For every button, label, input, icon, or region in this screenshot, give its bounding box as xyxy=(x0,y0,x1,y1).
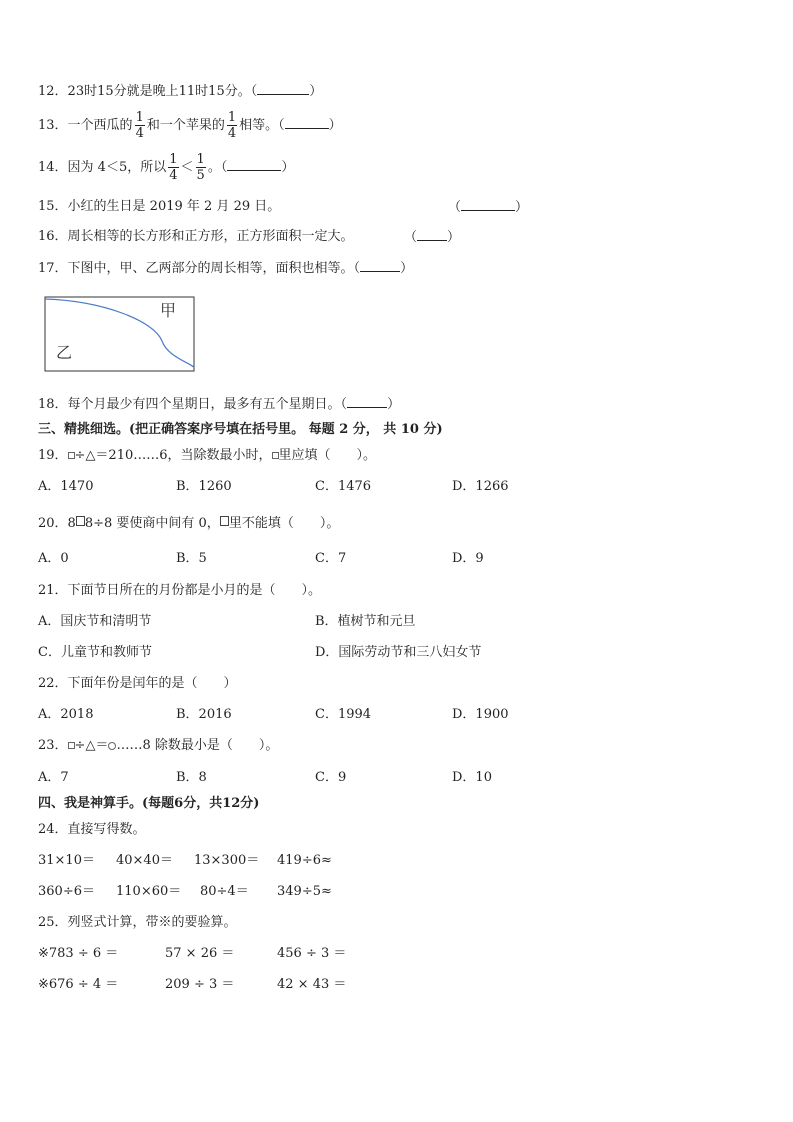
box-symbol xyxy=(220,516,229,526)
option-b[interactable]: B．5 xyxy=(176,551,207,566)
answer-blank[interactable] xyxy=(227,158,281,171)
less-than-sign: ＜ xyxy=(180,160,194,175)
question-16-answer xyxy=(404,228,460,247)
section-4-heading: 四、我是神算手。(每题6分，共12分) xyxy=(38,796,260,811)
question-12 xyxy=(38,82,322,101)
question-15-answer xyxy=(448,198,528,217)
option-a[interactable]: A．1470 xyxy=(38,479,94,494)
square-symbol xyxy=(68,452,75,459)
denominator: 4 xyxy=(135,126,144,141)
paren-close: ） xyxy=(400,261,414,276)
option-d[interactable]: D．1900 xyxy=(452,707,509,722)
question-text: 8÷8 要使商中间有 0， xyxy=(84,516,220,531)
calc-item[interactable]: 209 ÷ 3 ＝ xyxy=(165,977,235,992)
question-text: 下图中，甲、乙两部分的周长相等，面积也相等。（ xyxy=(67,261,361,276)
question-number: 15． xyxy=(38,199,68,214)
question-19 xyxy=(38,447,376,465)
question-text: 里应填（ ）。 xyxy=(278,448,377,463)
calc-item[interactable]: 110×60＝ xyxy=(116,884,182,899)
question-text: ……8 除数最小是（ ）。 xyxy=(116,738,279,753)
paren-close: ） xyxy=(515,200,529,215)
paren-open: （ xyxy=(448,200,462,215)
question-number: 17． xyxy=(38,261,68,276)
question-24 xyxy=(38,821,146,839)
numerator: 1 xyxy=(135,110,144,125)
option-b[interactable]: B．8 xyxy=(176,770,207,785)
answer-blank[interactable] xyxy=(461,198,515,211)
option-a[interactable]: A．2018 xyxy=(38,707,94,722)
fraction xyxy=(227,110,237,141)
paren-close: ） xyxy=(281,160,295,175)
question-20 xyxy=(38,515,339,533)
question-13 xyxy=(38,110,342,141)
question-number: 25． xyxy=(38,915,68,930)
question-21 xyxy=(38,582,321,600)
calc-item[interactable]: 31×10＝ xyxy=(38,853,95,868)
option-a[interactable]: A．7 xyxy=(38,770,69,785)
question-number: 21． xyxy=(38,583,68,598)
option-c[interactable]: C．1994 xyxy=(315,707,372,722)
option-d[interactable]: D．国际劳动节和三八妇女节 xyxy=(315,645,482,660)
question-18 xyxy=(38,395,400,414)
question-text: 里不能填（ ）。 xyxy=(228,516,340,531)
option-c[interactable]: C．7 xyxy=(315,551,347,566)
question-17 xyxy=(38,259,413,278)
label-jia: 甲 xyxy=(160,303,177,320)
option-c[interactable]: C．1476 xyxy=(315,479,372,494)
fraction xyxy=(135,110,145,141)
question-text: 和一个苹果的 xyxy=(146,118,225,133)
paren-open: （ xyxy=(404,230,418,245)
option-a[interactable]: A．0 xyxy=(38,551,69,566)
question-text: 相等。（ xyxy=(239,118,285,133)
answer-blank[interactable] xyxy=(257,82,309,95)
numerator: 1 xyxy=(227,110,237,125)
paren-close: ） xyxy=(328,118,342,133)
denominator: 5 xyxy=(196,168,205,183)
answer-blank[interactable] xyxy=(417,228,447,241)
fraction xyxy=(168,152,178,183)
figure-rectangle-diagram xyxy=(44,296,196,373)
question-number: 13． xyxy=(38,118,68,133)
question-number: 19． xyxy=(38,448,68,463)
calc-item[interactable]: 80÷4＝ xyxy=(200,884,249,899)
option-a[interactable]: A．国庆节和清明节 xyxy=(38,614,152,629)
question-number: 20． xyxy=(38,516,68,531)
question-15 xyxy=(38,198,280,216)
question-number: 14． xyxy=(38,160,68,175)
question-number: 18． xyxy=(38,397,68,412)
square-symbol xyxy=(272,452,279,459)
question-text: 小红的生日是 2019 年 2 月 29 日。 xyxy=(67,199,281,214)
calc-item[interactable]: ※783 ÷ 6 ＝ xyxy=(38,946,119,961)
question-text: 下面节日所在的月份都是小月的是（ ）。 xyxy=(67,583,322,598)
fraction xyxy=(196,152,206,183)
option-b[interactable]: B．1260 xyxy=(176,479,232,494)
denominator: 4 xyxy=(227,126,237,141)
question-number: 22． xyxy=(38,676,68,691)
option-c[interactable]: C．9 xyxy=(315,770,347,785)
question-text: 下面年份是闰年的是（ ） xyxy=(67,676,237,691)
option-d[interactable]: D．9 xyxy=(452,551,484,566)
answer-blank[interactable] xyxy=(360,259,400,272)
calc-item[interactable]: 57 × 26 ＝ xyxy=(165,946,235,961)
question-25 xyxy=(38,914,237,932)
question-number: 23． xyxy=(38,738,68,753)
question-22 xyxy=(38,675,237,693)
question-text: 每个月最少有四个星期日，最多有五个星期日。（ xyxy=(67,397,348,412)
question-number: 24． xyxy=(38,822,68,837)
question-16 xyxy=(38,228,354,246)
calc-item[interactable]: 42 × 43 ＝ xyxy=(277,977,347,992)
question-text: 直接写得数。 xyxy=(67,822,146,837)
question-23 xyxy=(38,737,278,755)
square-symbol xyxy=(68,742,75,749)
calc-item[interactable]: 349÷5≈ xyxy=(277,884,332,899)
question-text: 。（ xyxy=(207,160,228,175)
question-text: 8 xyxy=(67,516,76,531)
question-text: 一个西瓜的 xyxy=(67,118,133,133)
calc-item[interactable]: 456 ÷ 3 ＝ xyxy=(277,946,347,961)
option-c[interactable]: C．儿童节和教师节 xyxy=(38,645,152,660)
question-text: 23时15分就是晚上11时15分。（ xyxy=(67,84,258,99)
calc-item[interactable]: 360÷6＝ xyxy=(38,884,95,899)
paren-close: ） xyxy=(309,84,323,99)
question-text: ÷△＝ xyxy=(74,738,109,753)
calc-item[interactable]: 419÷6≈ xyxy=(277,853,332,868)
question-14 xyxy=(38,152,294,183)
question-text: 因为 4＜5，所以 xyxy=(67,160,167,175)
paren-close: ） xyxy=(387,397,401,412)
option-d[interactable]: D．1266 xyxy=(452,479,509,494)
question-text: 周长相等的长方形和正方形，正方形面积一定大。 xyxy=(67,229,354,244)
box-symbol xyxy=(76,516,85,526)
answer-blank[interactable] xyxy=(285,116,329,129)
label-yi: 乙 xyxy=(56,345,73,362)
paren-close: ） xyxy=(447,230,461,245)
question-number: 12． xyxy=(38,84,68,99)
option-d[interactable]: D．10 xyxy=(452,770,492,785)
section-3-heading: 三、精挑细选。(把正确答案序号填在括号里。 每题 2 分， 共 10 分) xyxy=(38,422,443,437)
question-text: ÷△＝210……6，当除数最小时， xyxy=(74,448,272,463)
question-text: 列竖式计算，带※的要验算。 xyxy=(67,915,237,930)
calc-item[interactable]: 13×300＝ xyxy=(194,853,260,868)
numerator: 1 xyxy=(196,152,205,167)
calc-item[interactable]: 40×40＝ xyxy=(116,853,173,868)
answer-blank[interactable] xyxy=(347,395,387,408)
option-b[interactable]: B．2016 xyxy=(176,707,232,722)
calc-item[interactable]: ※676 ÷ 4 ＝ xyxy=(38,977,119,992)
option-b[interactable]: B．植树节和元旦 xyxy=(315,614,416,629)
question-number: 16． xyxy=(38,229,68,244)
numerator: 1 xyxy=(169,152,178,167)
denominator: 4 xyxy=(169,168,178,183)
